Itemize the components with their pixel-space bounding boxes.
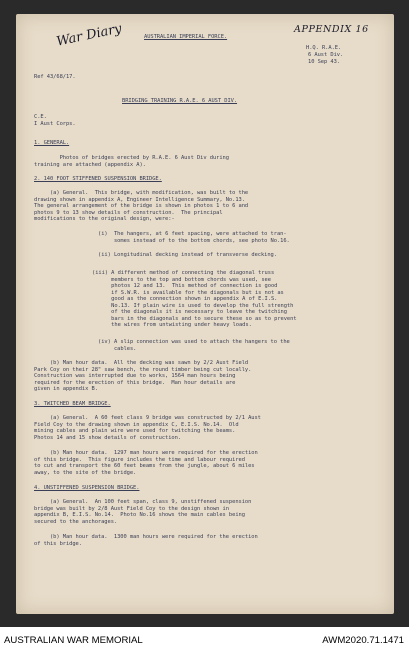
section-1-line: Photos of bridges erected by R.A.E. 6 Aust Div during — [34, 155, 229, 161]
modification-ii-line: (ii) Longitudinal decking instead of transverse decking. — [98, 252, 277, 258]
modification-iii-line: (iii) A different method of connecting the diagonal truss — [92, 270, 275, 276]
section-4b-line: (b) Man hour data. 1300 man hours were required for the erection — [34, 534, 258, 540]
header-date: 10 Sep 43. — [308, 59, 340, 65]
section-2b-line: Construction was interrupted due to works, 1564 man hours being — [34, 373, 236, 379]
section-3b-line: of this bridge. This figure includes the time and labour required — [34, 456, 245, 463]
section-1-line: training are attached (appendix A). — [34, 161, 146, 168]
footer-bar — [0, 627, 409, 653]
modification-iii-line: members to the top and bottom chords was used, see — [92, 276, 271, 283]
modification-iii-line: if S.W.R. is available for the diagonals but is not as — [92, 289, 284, 296]
modification-iii-line: No.13. If plain wire is used to develop the full strength — [92, 302, 294, 309]
footer-source: AUSTRALIAN WAR MEMORIAL — [4, 635, 143, 646]
section-2a-line: drawing shown in appendix A, Engineer Intelligence Summary, No.13. — [34, 196, 245, 203]
document-page — [16, 14, 394, 614]
section-4a-line: (a) General. An 100 feet span, class 9, unstiffened suspension — [34, 499, 252, 505]
addressee-line-2: I Aust Corps. — [34, 121, 76, 127]
section-3a-line: Field Coy to the drawing shown in appendix C, E.I.S. No.14. Old — [34, 421, 239, 428]
section-4-heading: 4. UNSTIFFENED SUSPENSION BRIDGE. — [34, 485, 140, 491]
header-force: AUSTRALIAN IMPERIAL FORCE. — [144, 34, 228, 40]
modification-i-line: (i) The hangers, at 6 feet spacing, were attached to tran- — [98, 231, 287, 237]
handwritten-war-diary: War Diary — [55, 21, 124, 50]
section-3b-line: (b) Man hour data. 1297 man hours were required for the erection — [34, 450, 258, 456]
section-3a-line: mining cables and plain wire were used for twitching the beams. — [34, 428, 236, 434]
section-3-heading: 3. TWITCHED BEAM BRIDGE. — [34, 401, 111, 407]
section-4a-line: secured to the anchorages. — [34, 518, 118, 525]
section-2b-line: required for the erection of this bridge. Man hour details are — [34, 379, 236, 386]
section-2b-line: (b) Man hour data. All the decking was sawn by 2/2 Aust Field — [34, 360, 249, 366]
section-4a-line: appendix B, E.I.S. No.14. Photo No.16 shows the main cables being — [34, 512, 245, 518]
section-4b-line: of this bridge. — [34, 540, 82, 547]
section-2b-line: given in appendix B. — [34, 386, 98, 392]
header-ref: Ref 43/68/17. — [34, 74, 76, 80]
section-3b-line: to cut and transport the 60 feet beams from the jungle, about 6 miles — [34, 463, 255, 469]
section-4a-line: bridge was built by 2/8 Aust Field Coy to the design shown in — [34, 505, 229, 512]
modification-iii-line: of the diagonals it is necessary to leave the twitching — [92, 309, 287, 315]
modification-iv-line: cables. — [98, 345, 137, 352]
section-2a-line: photos 9 to 13 show details of construction. The principal — [34, 209, 223, 216]
modification-iii-line: photos 12 and 13. This method of connection is good — [92, 283, 278, 289]
section-1-heading: 1. GENERAL. — [34, 140, 70, 146]
addressee-line-1: C.E. — [34, 114, 47, 120]
section-2a-line: modifications to the original design, were:- — [34, 216, 175, 222]
header-division: 6 Aust Div. — [308, 52, 344, 58]
section-3a-line: Photos 14 and 15 show details of construction. — [34, 434, 181, 441]
handwritten-appendix-label: APPENDIX 16 — [294, 24, 369, 35]
header-hq: H.Q. R.A.E. — [306, 45, 342, 51]
modification-iii-line: the wires from untwisting under heavy loads. — [92, 322, 252, 328]
modification-i-line: somes instead of to the bottom chords, see photo No.16. — [98, 237, 290, 244]
section-2b-line: Park Coy on their 28" saw bench, the round timber being cut locally. — [34, 366, 252, 373]
section-3b-line: away, to the site of the bridge. — [34, 469, 137, 476]
document-title: BRIDGING TRAINING R.A.E. 6 AUST DIV. — [122, 98, 238, 104]
footer-id: AWM2020.71.1471 — [322, 635, 404, 646]
section-2a-line: (a) General. This bridge, with modification, was built to the — [34, 190, 249, 196]
section-3a-line: (a) General. A 60 feet class 9 bridge was constructed by 2/1 Aust — [34, 415, 261, 421]
modification-iv-line: (iv) A slip connection was used to attach the hangers to the — [98, 339, 290, 345]
modification-iii-line: good as the connection shown in appendix A of E.I.S. — [92, 296, 278, 302]
section-2-heading: 2. 140 FOOT STIFFENED SUSPENSION BRIDGE. — [34, 176, 162, 182]
modification-iii-line: bars in the diagonals and to secure these so as to prevent — [92, 315, 297, 322]
section-2a-line: The general arrangement of the bridge is shown in photos 1 to 6 and — [34, 203, 249, 209]
